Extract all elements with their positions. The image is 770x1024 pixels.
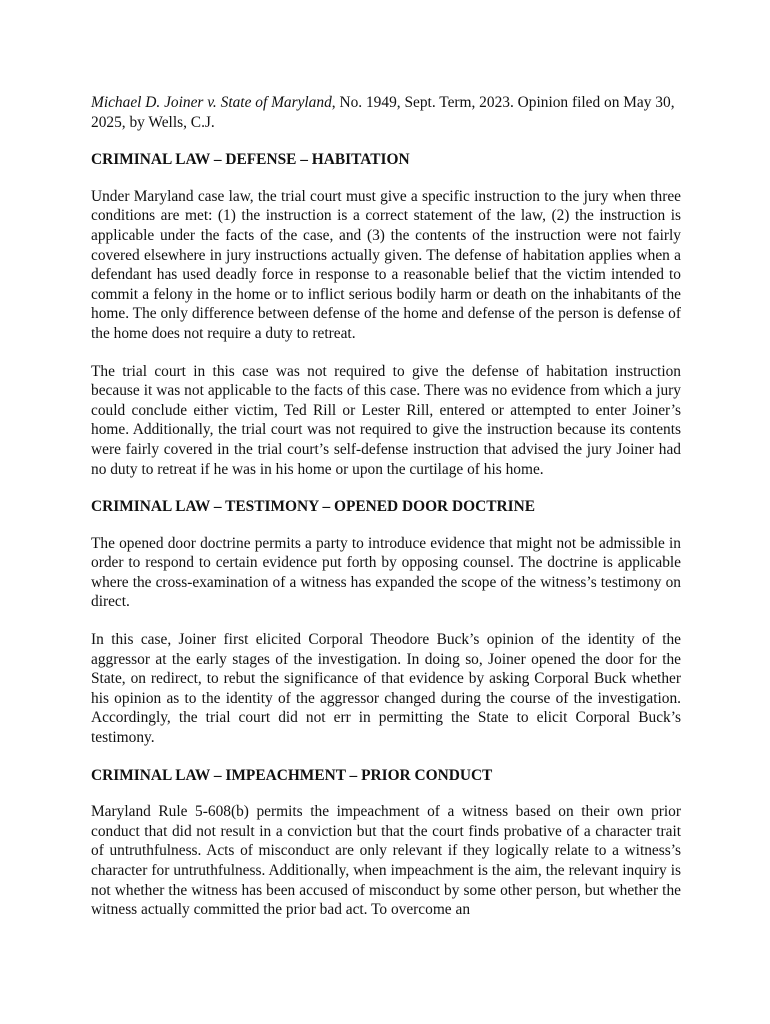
section-opened-door-doctrine	[91, 497, 681, 748]
section-paragraph: Under Maryland case law, the trial court must give a specific instruction to the jury when three conditions are met: (1) the instruction is a correct statement of the law, (2) the instruction is applicable under the facts of the case, and (3) the contents of the instruction were not fairly covered elsewhere in jury instructions actually given. The defense of habitation applies when a defendant has used deadly force in response to a reasonable belief that the victim intended to commit a felony in the home or to inflict serious bodily harm or death on the inhabitants of the home. The only difference between defense of the home and defense of the person is defense of the home does not require a duty to retreat.	[91, 187, 681, 342]
section-impeachment-prior-conduct	[91, 766, 681, 920]
section-heading: CRIMINAL LAW – TESTIMONY – OPENED DOOR DOCTRINE	[91, 498, 535, 516]
section-paragraph: In this case, Joiner first elicited Corporal Theodore Buck’s opinion of the identity of the aggressor at the early stages of the investigation. In doing so, Joiner opened the door for the State, on redirect, to rebut the significance of that evidence by asking Corporal Buck whether his opinion as to the identity of the aggressor changed during the course of the investigation. Accordingly, the trial court did not err in permitting the State to elicit Corporal Buck’s testimony.	[91, 631, 681, 747]
document-page	[91, 93, 681, 938]
section-heading: CRIMINAL LAW – IMPEACHMENT – PRIOR CONDUCT	[91, 766, 493, 784]
section-defense-habitation	[91, 150, 681, 479]
section-heading: CRIMINAL LAW – DEFENSE – HABITATION	[91, 151, 410, 169]
citation-details: , No. 1949, Sept. Term, 2023. Opinion filed on May 30, 2025, by Wells, C.J.	[91, 94, 675, 131]
section-paragraph: The opened door doctrine permits a party to introduce evidence that might not be admissible in order to respond to certain evidence put forth by opposing counsel. The doctrine is applicable where the cross-examination of a witness has expanded the scope of the witness’s testimony on direct.	[91, 534, 681, 611]
case-citation	[91, 93, 681, 132]
section-paragraph: The trial court in this case was not required to give the defense of habitation instruction because it was not applicable to the facts of this case. There was no evidence from which a jury could conclude either victim, Ted Rill or Lester Rill, entered or attempted to enter Joiner’s home. Additionally, the trial court was not required to give the instruction because its contents were fairly covered in the trial court’s self-defense instruction that advised the jury Joiner had no duty to retreat if he was in his home or upon the curtilage of his home.	[91, 362, 681, 478]
case-name: Michael D. Joiner v. State of Maryland	[91, 94, 332, 111]
section-paragraph: Maryland Rule 5-608(b) permits the impeachment of a witness based on their own prior conduct that did not result in a conviction but that the court finds probative of a character trait of untruthfulness. Acts of misconduct are only relevant if they logically relate to a witness’s character for untruthfulness. Additionally, when impeachment is the aim, the relevant inquiry is not whether the witness has been accused of misconduct by some other person, but whether the witness actually committed the prior bad act. To overcome an	[91, 803, 681, 919]
